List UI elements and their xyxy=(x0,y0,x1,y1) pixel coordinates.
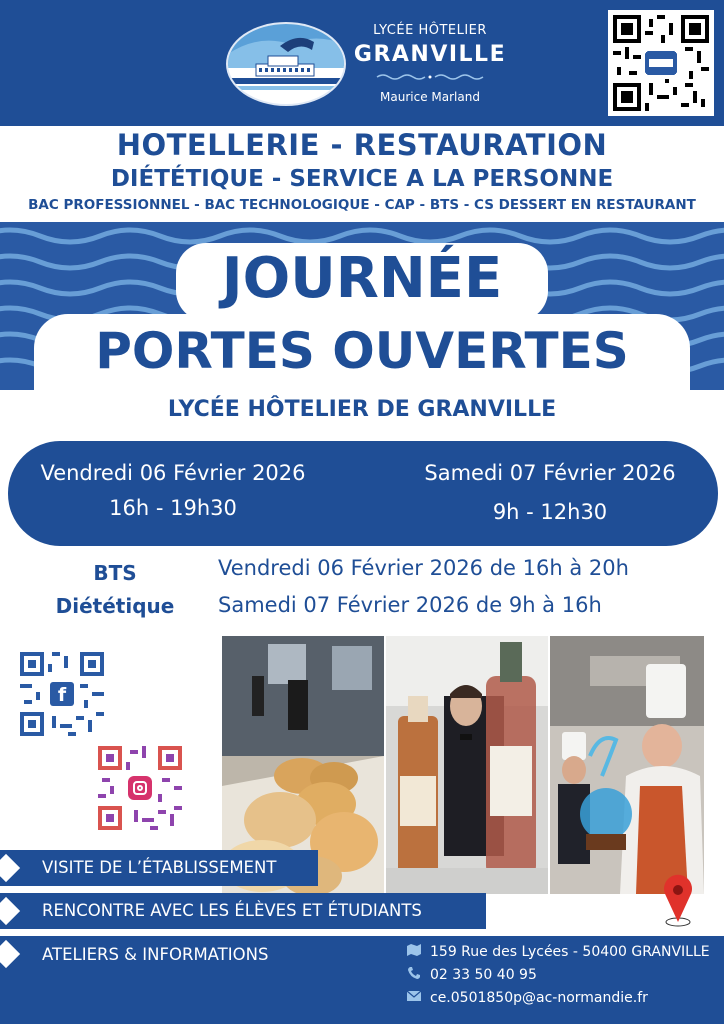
activity-visit: VISITE DE L’ÉTABLISSEMENT xyxy=(42,858,277,877)
program-heading-3: BAC PROFESSIONNEL - BAC TECHNOLOGIQUE - CAP - BTS - CS DESSERT EN RESTAURANT xyxy=(28,197,696,213)
activity-bar-meet xyxy=(0,893,486,929)
date-friday: Vendredi 06 Février 2026 xyxy=(40,461,306,485)
event-title-line-1: JOURNÉE xyxy=(221,246,503,311)
school-logo xyxy=(226,22,346,106)
bts-schedule-friday: Vendredi 06 Février 2026 de 16h à 20h xyxy=(218,556,629,580)
photo-bartender xyxy=(386,636,548,894)
activity-bar-visit xyxy=(0,850,318,886)
event-subtitle: LYCÉE HÔTELIER DE GRANVILLE xyxy=(167,397,557,422)
instagram-icon xyxy=(128,776,152,800)
contact-block xyxy=(404,940,710,1009)
bts-label: BTS xyxy=(93,561,137,585)
logo-line-1: LYCÉE HÔTELIER xyxy=(373,23,487,38)
qr-code-website[interactable] xyxy=(608,10,714,116)
facebook-qr-code[interactable] xyxy=(20,652,104,736)
logo-line-3: Maurice Marland xyxy=(380,90,480,104)
logo-line-2: GRANVILLE xyxy=(353,42,507,67)
instagram-qr-code[interactable] xyxy=(98,746,182,830)
map-icon xyxy=(404,943,424,961)
activity-meet-students: RENCONTRE AVEC LES ÉLÈVES ET ÉTUDIANTS xyxy=(42,901,422,920)
contact-address: 159 Rue des Lycées - 50400 GRANVILLE xyxy=(430,943,710,960)
contact-phone[interactable]: 02 33 50 40 95 xyxy=(430,966,537,983)
school-name-block xyxy=(350,20,510,110)
phone-icon xyxy=(404,966,424,984)
activity-workshops: ATELIERS & INFORMATIONS xyxy=(42,945,269,964)
bts-specialty-label: Diététique xyxy=(55,594,175,618)
event-title-line-2: PORTES OUVERTES xyxy=(95,322,629,380)
program-heading-1: HOTELLERIE - RESTAURATION xyxy=(116,128,608,162)
hours-friday: 16h - 19h30 xyxy=(109,496,237,520)
hours-saturday: 9h - 12h30 xyxy=(492,500,608,524)
bts-schedule-saturday: Samedi 07 Février 2026 de 9h à 16h xyxy=(218,593,602,617)
program-heading-2: DIÉTÉTIQUE - SERVICE A LA PERSONNE xyxy=(110,166,614,192)
date-saturday: Samedi 07 Février 2026 xyxy=(424,461,676,485)
dates-pill xyxy=(8,441,718,546)
photo-chefs xyxy=(550,636,704,894)
facebook-icon: f xyxy=(50,682,74,706)
contact-email[interactable]: ce.0501850p@ac-normandie.fr xyxy=(430,989,648,1006)
location-pin-icon xyxy=(660,872,696,932)
mail-icon xyxy=(404,990,424,1006)
